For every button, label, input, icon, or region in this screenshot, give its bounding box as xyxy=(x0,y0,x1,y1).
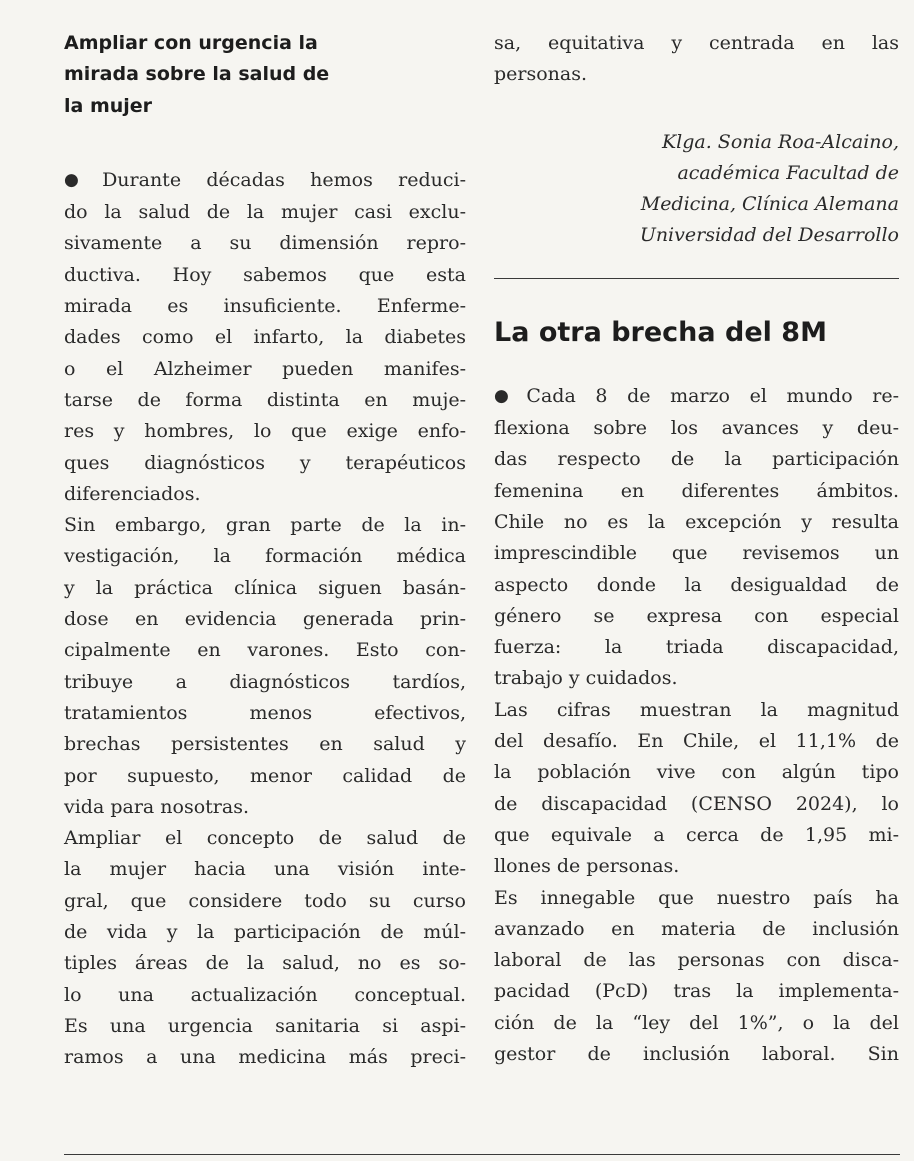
article1-body-line: la mujer hacia una visión inte- xyxy=(64,858,466,881)
article1-body-line: de vida y la participación de múl- xyxy=(64,921,466,944)
bullet-icon: ● xyxy=(494,385,523,406)
article1-body-line: ques diagnósticos y terapéuticos xyxy=(64,451,466,474)
article1-body-line: Es una urgencia sanitaria si aspi- xyxy=(64,1014,466,1037)
article2-body-line: flexiona sobre los avances y deu- xyxy=(494,417,899,440)
signature-line: Medicina, Clínica Alemana xyxy=(640,193,899,216)
article1-title-line: la mujer xyxy=(64,94,153,117)
article1-title-line: mirada sobre la salud de xyxy=(64,63,330,86)
article2-body-line: gestor de inclusión laboral. Sin xyxy=(494,1043,899,1066)
article1-body-line: y la práctica clínica siguen basán- xyxy=(64,576,466,599)
article2-body-line: fuerza: la triada discapacidad, xyxy=(494,636,899,659)
signature-line: académica Facultad de xyxy=(677,161,899,184)
article2-body-line: del desafío. En Chile, el 11,1% de xyxy=(494,730,899,753)
article1-body xyxy=(64,165,466,1074)
article1-body-line: sivamente a su dimensión repro- xyxy=(64,232,466,255)
article1-continued-line: sa, equitativa y centrada en las xyxy=(494,32,899,54)
article1-body-line: diferenciados. xyxy=(64,482,201,505)
article1-title xyxy=(64,28,466,122)
article1-body-line: cipalmente en varones. Esto con- xyxy=(64,639,466,662)
article1-body-line: gral, que considere todo su curso xyxy=(64,889,466,912)
article1-body-line: tarse de forma distinta en muje- xyxy=(64,388,466,411)
article2-body-line: Chile no es la excepción y resulta xyxy=(494,510,899,533)
article2-body-line: Las cifras muestran la magnitud xyxy=(494,698,899,721)
article1-body-line: dades como el infarto, la diabetes xyxy=(64,326,466,349)
article2-body-line: trabajo y cuidados. xyxy=(494,667,678,690)
article1-body-line: o el Alzheimer pueden manifes- xyxy=(64,357,466,380)
article2-body-line: de discapacidad (CENSO 2024), lo xyxy=(494,792,899,815)
article1-body-line: mirada es insuficiente. Enferme- xyxy=(64,295,466,318)
article2-body-line: pacidad (PcD) tras la implementa- xyxy=(494,980,899,1003)
bullet-icon: ● xyxy=(64,169,99,190)
article2-body-line: avanzado en materia de inclusión xyxy=(494,917,899,940)
article1-body-line: ductiva. Hoy sabemos que esta xyxy=(64,263,466,286)
article2-body-line: laboral de las personas con disca- xyxy=(494,949,899,972)
article1-body-line: tiples áreas de la salud, no es so- xyxy=(64,952,466,975)
article2-body-line: llones de personas. xyxy=(494,855,680,878)
article1-body-line: ● Durante décadas hemos reduci- xyxy=(64,168,466,191)
article1-body-line: do la salud de la mujer casi exclu- xyxy=(64,201,466,224)
article2-body-line: aspecto donde la desigualdad de xyxy=(494,573,899,596)
article1-body-line: vida para nosotras. xyxy=(64,795,249,818)
article2-body-line: ● Cada 8 de marzo el mundo re- xyxy=(494,384,900,407)
article1-title-line: Ampliar con urgencia la xyxy=(64,32,318,54)
article1-body-line: dose en evidencia generada prin- xyxy=(64,608,466,631)
article1-body-line: Ampliar el concepto de salud de xyxy=(64,827,466,850)
bottom-rule xyxy=(64,1154,900,1155)
article2-body-line: la población vive con algún tipo xyxy=(494,761,899,784)
article1-body-line: tribuye a diagnósticos tardíos, xyxy=(64,670,466,693)
article2-title: La otra brecha del 8M xyxy=(494,316,827,348)
article2-body-line: que equivale a cerca de 1,95 mi- xyxy=(494,823,899,846)
article2-body xyxy=(494,381,899,1071)
article2-body-line: Es innegable que nuestro país ha xyxy=(494,886,899,909)
article2-body-line: imprescindible que revisemos un xyxy=(494,542,899,565)
article1-body-line: por supuesto, menor calidad de xyxy=(64,764,466,787)
article1-continued-line: personas. xyxy=(494,63,588,86)
left-column xyxy=(64,0,466,1074)
article1-continuation xyxy=(494,28,899,91)
article2-body-line: ción de la “ley del 1%”, o la del xyxy=(494,1011,899,1034)
signature-line: Universidad del Desarrollo xyxy=(639,224,899,247)
article1-body-line: Sin embargo, gran parte de la in- xyxy=(64,514,466,537)
article2-body-line: femenina en diferentes ámbitos. xyxy=(494,479,899,502)
right-column xyxy=(494,0,899,1070)
article1-body-line: brechas persistentes en salud y xyxy=(64,733,466,756)
article1-signature xyxy=(494,127,899,252)
article1-body-line: vestigación, la formación médica xyxy=(64,545,466,568)
article1-body-line: lo una actualización conceptual. xyxy=(64,983,466,1006)
signature-line: Klga. Sonia Roa-Alcaino, xyxy=(661,130,899,153)
article2-body-line: das respecto de la participación xyxy=(494,448,899,471)
article1-body-line: res y hombres, lo que exige enfo- xyxy=(64,420,466,443)
article2-body-line: género se expresa con especial xyxy=(494,604,899,627)
article1-body-line: tratamientos menos efectivos, xyxy=(64,701,466,724)
article1-body-line: ramos a una medicina más preci- xyxy=(64,1046,466,1069)
